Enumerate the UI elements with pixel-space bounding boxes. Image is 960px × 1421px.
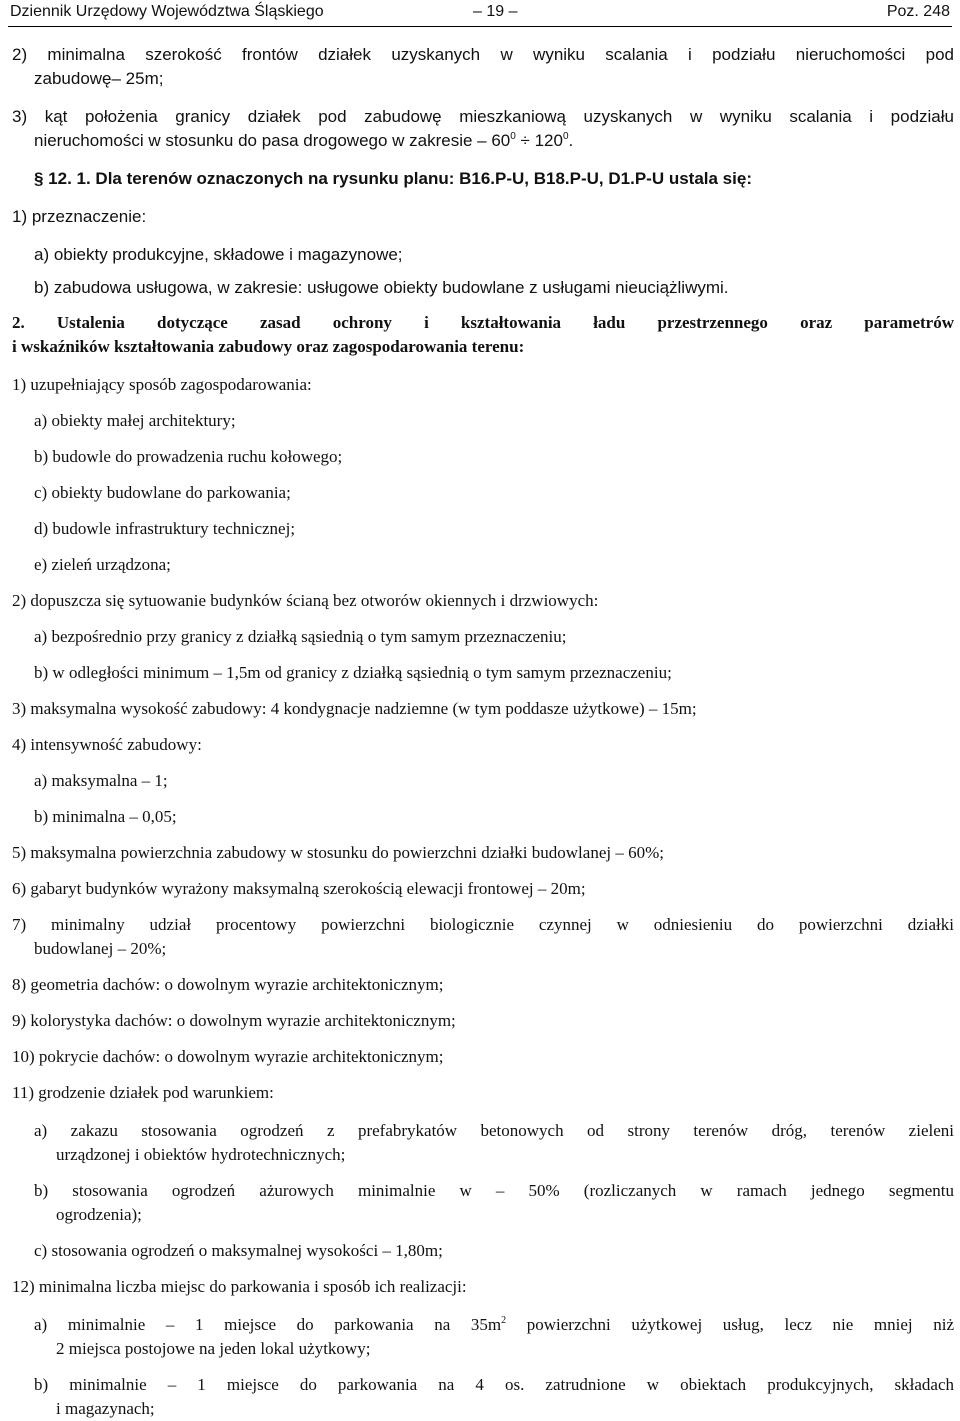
item-3-line-1: 3) kąt położenia granicy działek pod zabudowę mieszkaniową uzyskanych w wyniku scalania i podziału xyxy=(12,107,954,126)
item-2-line-1: 2) minimalna szerokość frontów działek uzyskanych w wyniku scalania i podziału nieruchomości pod xyxy=(12,45,954,64)
u11: 11) grodzenie działek pod warunkiem: xyxy=(12,1083,274,1102)
item-1b: b) zabudowa usługowa, w zakresie: usługowe obiekty budowlane z usługami nieuciążliwymi. xyxy=(34,278,729,297)
u7-line-1: 7) minimalny udział procentowy powierzchni biologicznie czynnej w odniesieniu do powierzchni działki xyxy=(12,915,954,934)
u2: 2) dopuszcza się sytuowanie budynków ścianą bez otworów okiennych i drzwiowych: xyxy=(12,591,599,610)
item-3-text-b: ÷ 120 xyxy=(515,131,563,150)
item-3-text-a: nieruchomości w stosunku do pasa drogowego w zakresie – 60 xyxy=(34,131,511,150)
u8: 8) geometria dachów: o dowolnym wyrazie architektonicznym; xyxy=(12,975,444,994)
u12: 12) minimalna liczba miejsc do parkowania i sposób ich realizacji: xyxy=(12,1277,467,1296)
section-2-heading-line-1: 2. Ustalenia dotyczące zasad ochrony i kształtowania ładu przestrzennego oraz parametrów xyxy=(12,313,954,332)
u1b: b) budowle do prowadzenia ruchu kołowego; xyxy=(34,447,343,466)
u11c: c) stosowania ogrodzeń o maksymalnej wysokości – 1,80m; xyxy=(34,1241,443,1260)
u12a-line-2: 2 miejsca postojowe na jeden lokal użytkowy; xyxy=(56,1339,371,1358)
u7-line-2: budowlanej – 20%; xyxy=(34,939,167,958)
u1: 1) uzupełniający sposób zagospodarowania: xyxy=(12,375,312,394)
position-number: Poz. 248 xyxy=(886,3,950,20)
u1e: e) zieleń urządzona; xyxy=(34,555,171,574)
section-12-1-heading: § 12. 1. Dla terenów oznaczonych na rysunku planu: B16.P-U, B18.P-U, D1.P-U ustala się: xyxy=(34,169,752,188)
u12a-text-b: powierzchni użytkowej usług, lecz nie mniej niż xyxy=(506,1315,954,1334)
u12a-text-a: a) minimalnie – 1 miejsce do parkowania na 35m xyxy=(34,1315,502,1334)
u1a: a) obiekty małej architektury; xyxy=(34,411,236,430)
u12b-line-2: i magazynach; xyxy=(56,1399,155,1418)
item-2-line-2: zabudowę– 25m; xyxy=(34,69,164,88)
u5: 5) maksymalna powierzchnia zabudowy w stosunku do powierzchni działki budowlanej – 60%; xyxy=(12,843,664,862)
square-sup: 2 xyxy=(501,1315,507,1326)
u11a-line-2: urządzonej i obiektów hydrotechnicznych; xyxy=(56,1145,346,1164)
journal-title: Dziennik Urzędowy Województwa Śląskiego xyxy=(10,3,324,20)
u12a-line-1 xyxy=(34,1313,954,1337)
page-header xyxy=(8,0,952,27)
u11b-line-1: b) stosowania ogrodzeń ażurowych minimalnie w – 50% (rozliczanych w ramach jednego segmentu xyxy=(34,1181,954,1200)
u11a-line-1: a) zakazu stosowania ogrodzeń z prefabrykatów betonowych od strony terenów dróg, terenów zieleni xyxy=(34,1121,954,1140)
u1c: c) obiekty budowlane do parkowania; xyxy=(34,483,291,502)
u3: 3) maksymalna wysokość zabudowy: 4 kondygnacje nadziemne (w tym poddasze użytkowe) – 15m; xyxy=(12,699,697,718)
page-number: – 19 – xyxy=(473,3,518,20)
u6: 6) gabaryt budynków wyrażony maksymalną szerokością elewacji frontowej – 20m; xyxy=(12,879,586,898)
item-1a: a) obiekty produkcyjne, składowe i magazynowe; xyxy=(34,245,403,264)
item-1-purpose: 1) przeznaczenie: xyxy=(12,207,147,226)
u12b-line-1: b) minimalnie – 1 miejsce do parkowania na 4 os. zatrudnione w obiektach produkcyjnych, składach xyxy=(34,1375,954,1394)
item-3-line-2 xyxy=(34,129,573,153)
u9: 9) kolorystyka dachów: o dowolnym wyrazie architektonicznym; xyxy=(12,1011,456,1030)
u11b-line-2: ogrodzenia); xyxy=(56,1205,142,1224)
u2b: b) w odległości minimum – 1,5m od granicy z działką sąsiednią o tym samym przeznaczeniu; xyxy=(34,663,672,682)
u4: 4) intensywność zabudowy: xyxy=(12,735,202,754)
item-3-text-c: . xyxy=(568,131,574,150)
section-2-heading-line-2: i wskaźników kształtowania zabudowy oraz zagospodarowania terenu: xyxy=(12,337,525,356)
u1d: d) budowle infrastruktury technicznej; xyxy=(34,519,296,538)
degree-sup-1: 0 xyxy=(510,131,516,142)
u2a: a) bezpośrednio przy granicy z działką sąsiednią o tym samym przeznaczeniu; xyxy=(34,627,567,646)
degree-sup-2: 0 xyxy=(562,131,569,142)
u4a: a) maksymalna – 1; xyxy=(34,771,168,790)
u4b: b) minimalna – 0,05; xyxy=(34,807,177,826)
u10: 10) pokrycie dachów: o dowolnym wyrazie architektonicznym; xyxy=(12,1047,444,1066)
